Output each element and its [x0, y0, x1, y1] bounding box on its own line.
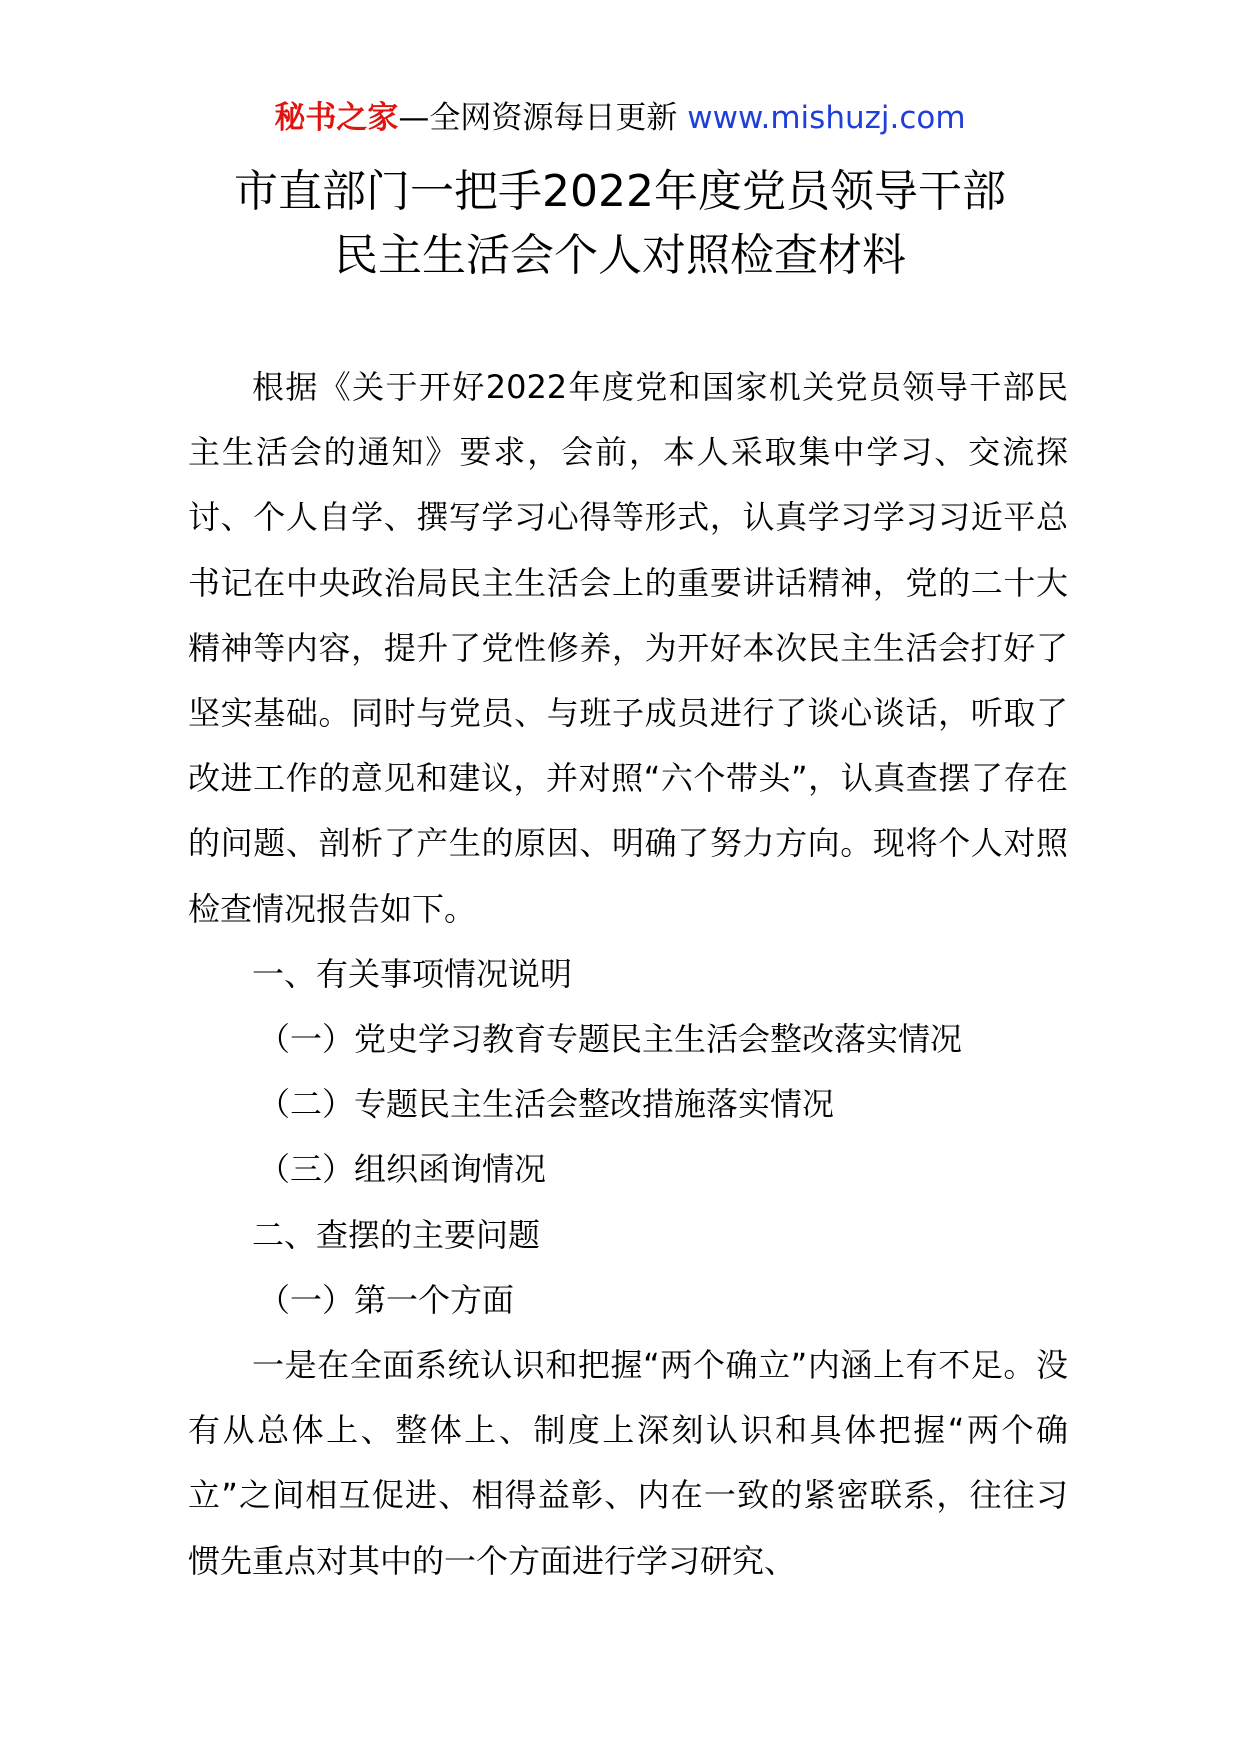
section-heading-2: 二、查摆的主要问题: [252, 1215, 541, 1254]
section1-item-3: （三）组织函询情况: [258, 1150, 547, 1189]
site-header: [0, 96, 1240, 140]
document-title: [0, 160, 1240, 288]
document-body: [188, 355, 1068, 1594]
section-heading-1: 一、有关事项情况说明: [252, 954, 573, 993]
section1-item-1: （一）党史学习教育专题民主生活会整改落实情况: [258, 1020, 963, 1059]
point-one-paragraph: 一是在全面系统认识和把握“两个确立”内涵上有不足。没有从总体上、整体上、制度上深刻认识和具体把握“两个确立”之间相互促进、相得益彰、内在一致的紧密联系，往往习惯先重点对其中的一个方面进行学习研究、: [188, 1346, 1068, 1580]
intro-paragraph: 根据《关于开好2022年度党和国家机关党员领导干部民主生活会的通知》要求，会前，本人采取集中学习、交流探讨、个人自学、撰写学习心得等形式，认真学习学习习近平总书记在中央政治局民主生活会上的重要讲话精神，党的二十大精神等内容，提升了党性修养，为开好本次民主生活会打好了坚实基础。同时与党员、与班子成员进行了谈心谈话，听取了改进工作的意见和建议，并对照“六个带头”，认真查摆了存在的问题、剖析了产生的原因、明确了努力方向。现将个人对照检查情况报告如下。: [188, 368, 1068, 928]
section1-item-2: （二）专题民主生活会整改措施落实情况: [258, 1085, 835, 1124]
site-url-link[interactable]: www.mishuzj.com: [687, 100, 966, 136]
header-slogan: —全网资源每日更新: [398, 100, 688, 136]
brand-name: 秘书之家: [274, 100, 399, 136]
title-line-1: 市直部门一把手2022年度党员领导干部: [234, 166, 1006, 217]
section2-item-1: （一）第一个方面: [258, 1280, 515, 1319]
title-line-2: 民主生活会个人对照检查材料: [334, 230, 906, 281]
